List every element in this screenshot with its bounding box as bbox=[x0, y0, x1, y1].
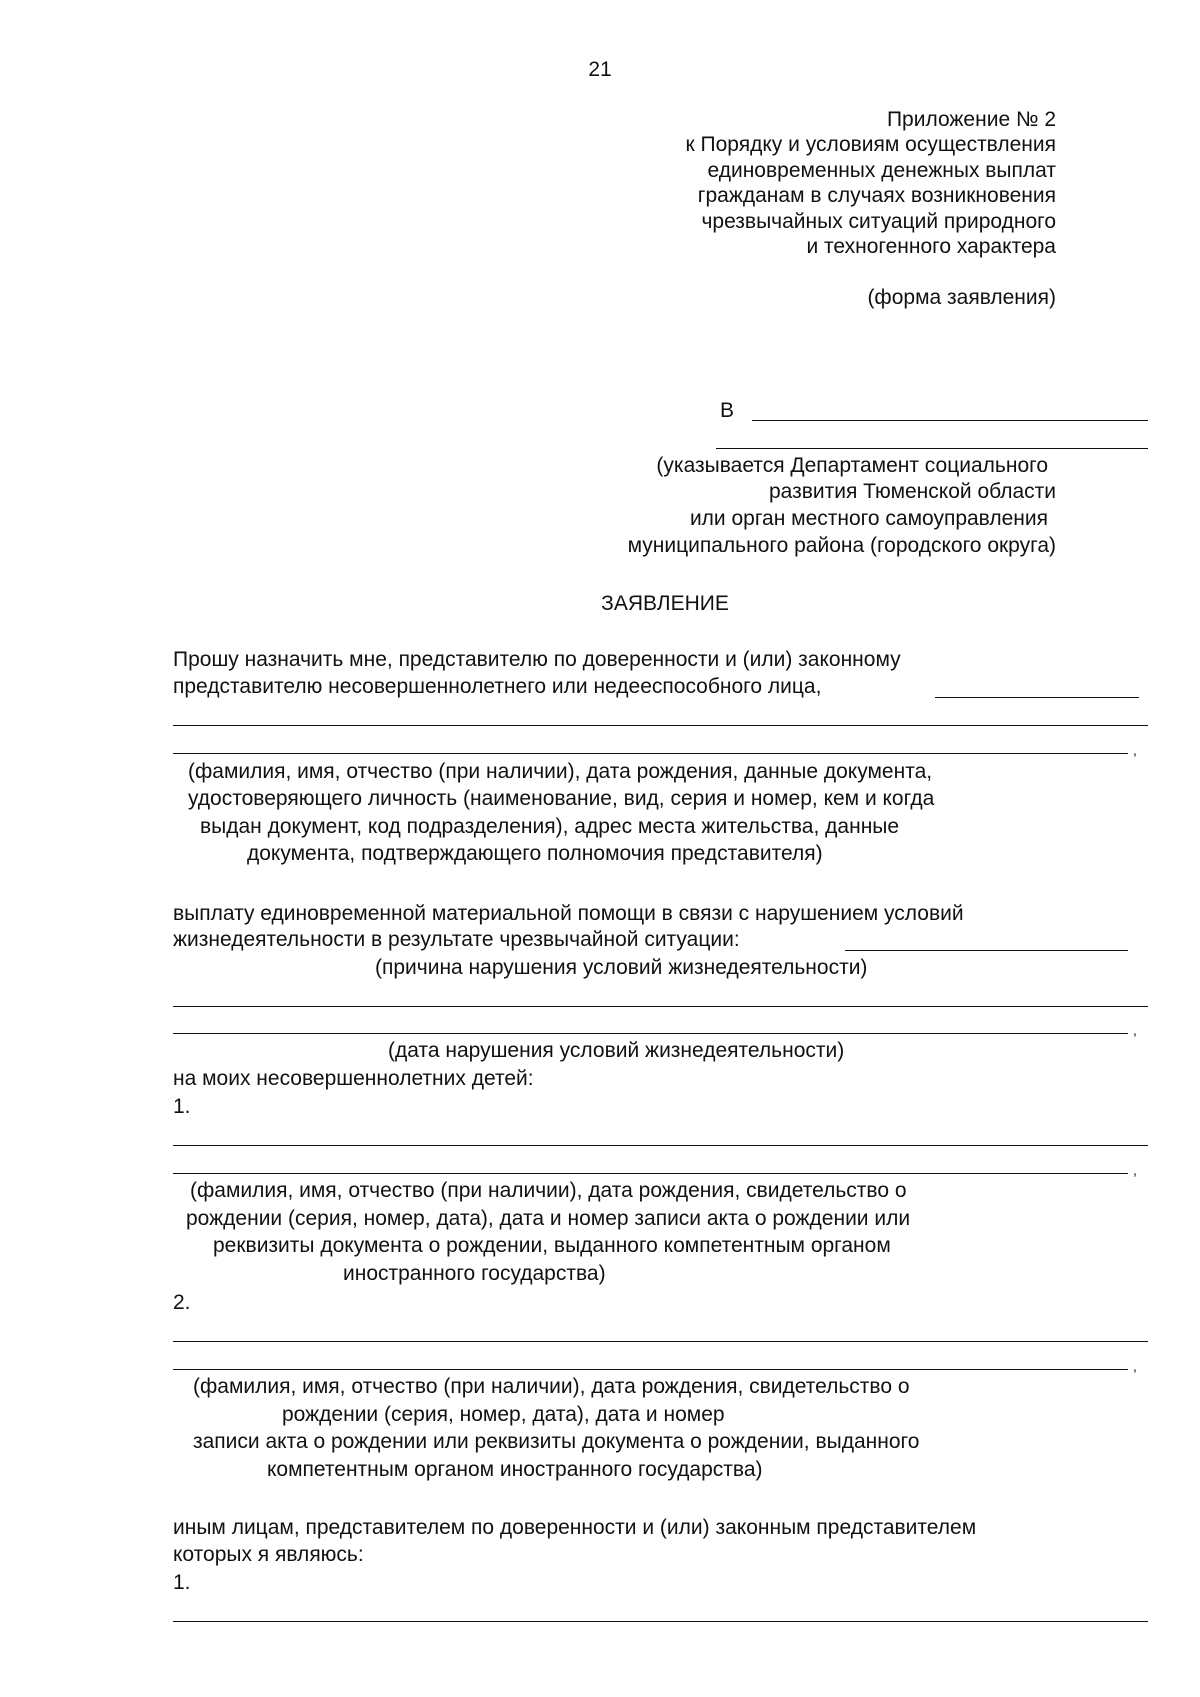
payment-text: выплату единовременной материальной помощи в связи с нарушением условий bbox=[173, 902, 964, 925]
date-hint: (дата нарушения условий жизнедеятельности) bbox=[388, 1039, 845, 1062]
child-hint: рождении (серия, номер, дата), дата и номер bbox=[282, 1403, 725, 1426]
applicant-hint: (фамилия, имя, отчество (при наличии), дата рождения, данные документа, bbox=[188, 760, 933, 783]
recipient-field-line[interactable] bbox=[716, 448, 1148, 449]
child-field-line[interactable] bbox=[173, 1173, 1128, 1174]
child-field-line[interactable] bbox=[173, 1341, 1148, 1342]
appendix-line: и техногенного характера bbox=[806, 235, 1056, 258]
others-text: иным лицам, представителем по доверенности и (или) законным представителем bbox=[173, 1516, 977, 1539]
children-heading: на моих несовершеннолетних детей: bbox=[173, 1067, 534, 1090]
child-field-line[interactable] bbox=[173, 1369, 1128, 1370]
applicant-field-line[interactable] bbox=[173, 725, 1148, 726]
item-number: 1. bbox=[173, 1095, 191, 1118]
applicant-field-line[interactable] bbox=[173, 753, 1128, 754]
reason-field-line[interactable] bbox=[173, 1006, 1148, 1007]
request-text: представителю несовершеннолетнего или недееспособного лица, bbox=[173, 675, 822, 698]
appendix-line: чрезвычайных ситуаций природного bbox=[701, 210, 1056, 233]
item-number: 2. bbox=[173, 1291, 191, 1314]
applicant-hint: удостоверяющего личность (наименование, вид, серия и номер, кем и когда bbox=[188, 787, 935, 810]
appendix-line: к Порядку и условиям осуществления bbox=[685, 133, 1056, 156]
child-hint: рождении (серия, номер, дата), дата и номер записи акта о рождении или bbox=[186, 1207, 911, 1230]
date-field-line[interactable] bbox=[173, 1033, 1128, 1034]
child-hint: иностранного государства) bbox=[343, 1262, 606, 1285]
comma: , bbox=[1133, 1022, 1137, 1038]
comma: , bbox=[1133, 742, 1137, 758]
reason-hint: (причина нарушения условий жизнедеятельности) bbox=[375, 956, 868, 979]
recipient-hint: (указывается Департамент социального bbox=[656, 454, 1048, 477]
item-number: 1. bbox=[173, 1571, 191, 1594]
appendix-line: единовременных денежных выплат bbox=[707, 159, 1056, 182]
appendix-line: Приложение № 2 bbox=[886, 108, 1056, 131]
document-title: ЗАЯВЛЕНИЕ bbox=[601, 592, 729, 615]
recipient-hint: развития Тюменской области bbox=[768, 480, 1056, 503]
page-number: 21 bbox=[588, 58, 612, 81]
recipient-prefix: В bbox=[720, 399, 735, 422]
child-hint: записи акта о рождении или реквизиты документа о рождении, выданного bbox=[193, 1430, 920, 1453]
recipient-field-line[interactable] bbox=[752, 420, 1148, 421]
child-hint: (фамилия, имя, отчество (при наличии), дата рождения, свидетельство о bbox=[190, 1179, 907, 1202]
applicant-hint: документа, подтверждающего полномочия представителя) bbox=[247, 842, 823, 865]
applicant-hint: выдан документ, код подразделения), адрес места жительства, данные bbox=[200, 815, 900, 838]
comma: , bbox=[1133, 1162, 1137, 1178]
form-note: (форма заявления) bbox=[867, 286, 1056, 309]
applicant-field-line[interactable] bbox=[935, 697, 1139, 698]
appendix-line: гражданам в случаях возникновения bbox=[697, 184, 1056, 207]
request-text: Прошу назначить мне, представителю по доверенности и (или) законному bbox=[173, 648, 901, 671]
child-hint: реквизиты документа о рождении, выданного компетентным органом bbox=[213, 1234, 891, 1257]
child-hint: (фамилия, имя, отчество (при наличии), дата рождения, свидетельство о bbox=[193, 1375, 910, 1398]
others-text: которых я являюсь: bbox=[173, 1543, 364, 1566]
payment-text: жизнедеятельности в результате чрезвычайной ситуации: bbox=[173, 928, 740, 951]
reason-field-line[interactable] bbox=[845, 950, 1128, 951]
child-hint: компетентным органом иностранного государства) bbox=[267, 1458, 763, 1481]
comma: , bbox=[1133, 1358, 1137, 1374]
other-person-field-line[interactable] bbox=[173, 1621, 1148, 1622]
child-field-line[interactable] bbox=[173, 1145, 1148, 1146]
recipient-hint: или орган местного самоуправления bbox=[689, 507, 1048, 530]
recipient-hint: муниципального района (городского округа) bbox=[627, 534, 1056, 557]
